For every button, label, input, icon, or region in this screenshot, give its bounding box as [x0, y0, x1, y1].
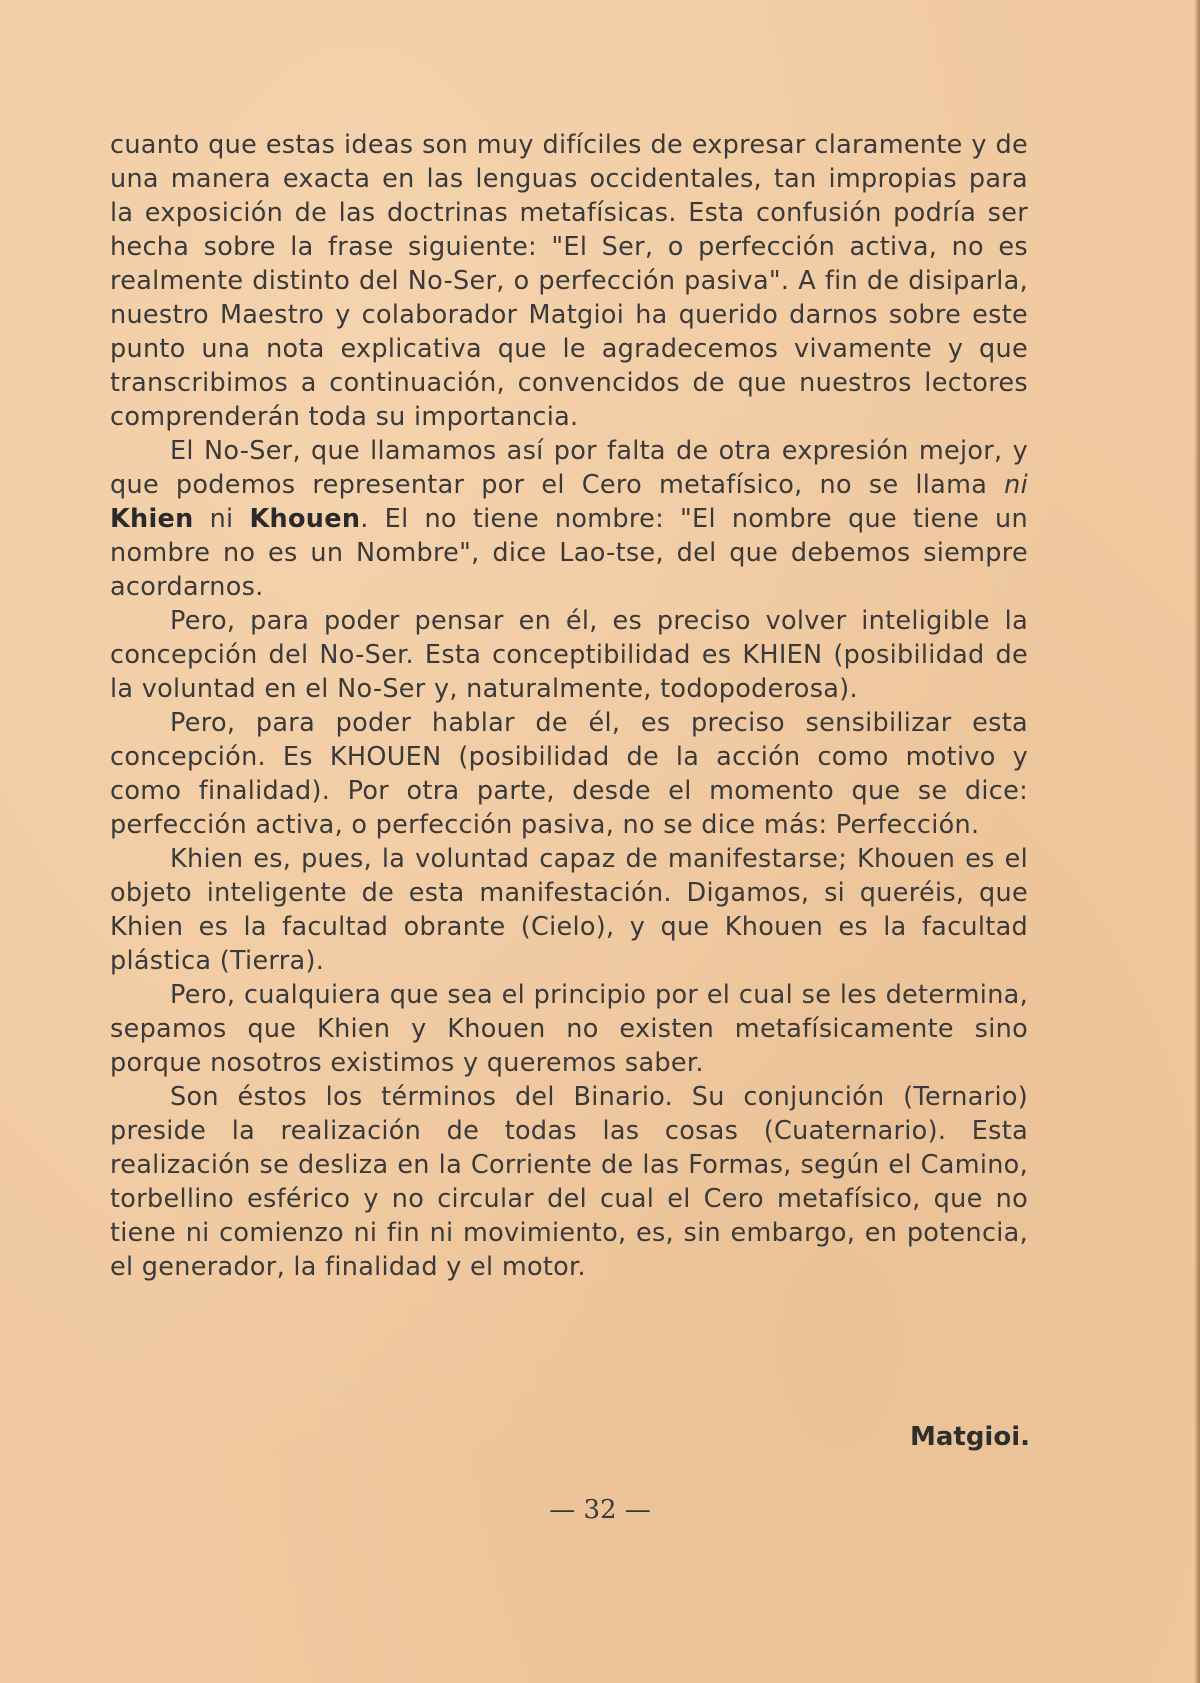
text-run: Pero, para poder hablar de él, es preciso sensibilizar esta concepción. Es KHOUEN (posibilidad de la acción como motivo y como finalidad). Por otra parte, desde el momento que se dice: perfección activa, o perfección pasiva, no se dice más: Perfección.: [110, 708, 1028, 840]
italic-term: ni: [1004, 470, 1028, 500]
text-run: ni: [193, 504, 250, 534]
text-run: Son éstos los términos del Binario. Su conjunción (Ternario) preside la realización de todas las cosas (Cuaternario). Esta realización se desliza en la Corriente de las Formas, según el Camino, torbellino esférico y no circular del cual el Cero metafísico, que no tiene ni comienzo ni fin ni movimiento, es, sin embargo, en potencia, el generador, la finalidad y el motor.: [110, 1082, 1028, 1282]
bold-term: Khouen: [249, 504, 361, 534]
text-run: Pero, para poder pensar en él, es preciso volver inteligible la concepción del No-Ser. Esta conceptibilidad es KHIEN (posibilidad de la voluntad en el No-Ser y, naturalmente, todopoderosa).: [110, 606, 1028, 704]
paragraph: [110, 434, 1028, 604]
text-run: Pero, cualquiera que sea el principio por el cual se les determina, sepamos que Khien y Khouen no existen metafísicamente sino porque nosotros existimos y queremos saber.: [110, 980, 1028, 1078]
signature: Matgioi.: [909, 1422, 1030, 1452]
page-edge-shadow: [1194, 0, 1200, 1683]
text-run: cuanto que estas ideas son muy difíciles de expresar claramente y de una manera exacta en las lenguas occidentales, tan impropias para la exposición de las doctrinas metafísicas. Esta confusión podría ser hecha sobre la frase siguiente: "El Ser, o perfección activa, no es realmente distinto del No-Ser, o perfección pasiva". A fin de disiparla, nuestro Maestro y colaborador Matgioi ha querido darnos sobre este punto una nota explicativa que le agradecemos vivamente y que transcribimos a continuación, convencidos de que nuestros lectores comprenderán toda su importancia.: [110, 130, 1028, 432]
paragraph: [110, 978, 1028, 1080]
text-run: Khien es, pues, la voluntad capaz de manifestarse; Khouen es el objeto inteligente de esta manifestación. Digamos, si queréis, que Khien es la facultad obrante (Cielo), y que Khouen es la facultad plástica (Tierra).: [110, 844, 1028, 976]
paragraph: [110, 1080, 1028, 1284]
text-run: El No-Ser, que llamamos así por falta de otra expresión mejor, y que podemos representar por el Cero metafísico, no se llama: [110, 436, 1028, 500]
paragraph: [110, 128, 1028, 434]
paragraph: [110, 842, 1028, 978]
text-run: . El no tiene nombre: "El nombre que tiene un nombre no es un Nombre", dice Lao-tse, del que debemos siempre acordarnos.: [110, 504, 1028, 602]
body-text: [110, 128, 1028, 1284]
bold-term: Khien: [110, 504, 194, 534]
paragraph: [110, 706, 1028, 842]
paragraph: [110, 604, 1028, 706]
page-number: — 32 —: [549, 1495, 651, 1525]
